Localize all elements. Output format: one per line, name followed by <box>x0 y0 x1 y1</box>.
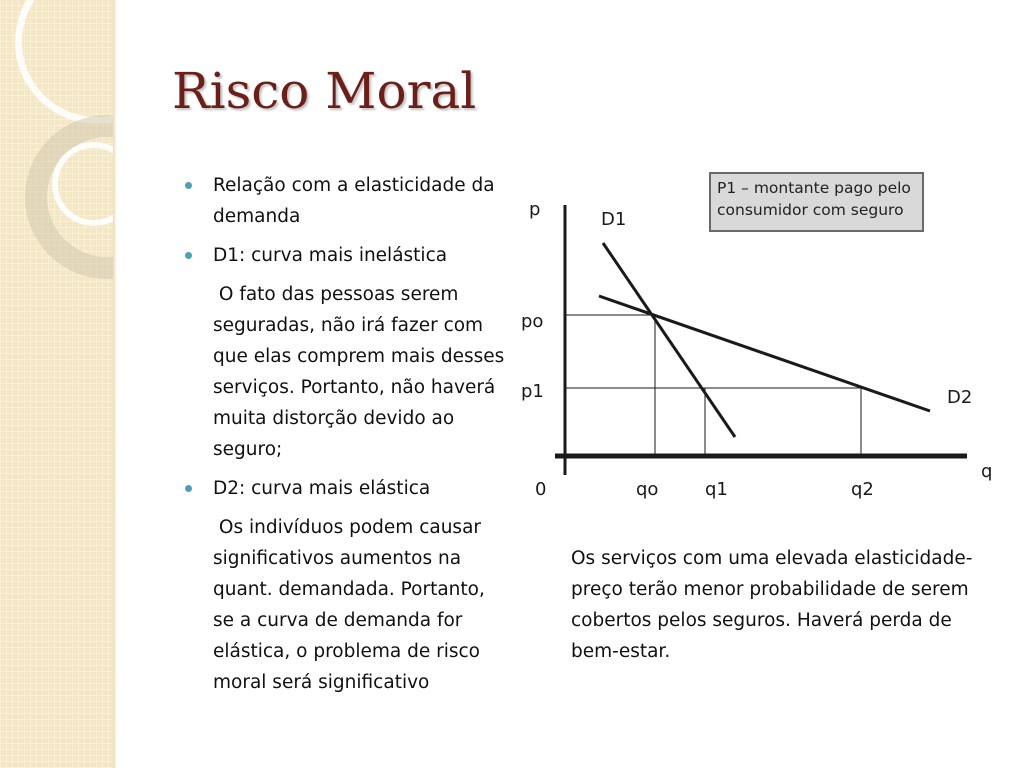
curve-label-d1: D1 <box>601 209 627 230</box>
bullet-dot-icon <box>185 252 192 259</box>
bullet-subparagraph: O fato das pessoas serem seguradas, não irá fazer com que elas comprem mais desses serviços. Portanto, não haverá muita distorção devido ao seguro; <box>213 284 511 460</box>
bullet-item <box>185 170 505 232</box>
bullet-text: D1: curva mais inelástica <box>213 245 448 266</box>
axis-x-label: q <box>981 461 993 482</box>
price-label-p1: p1 <box>521 381 544 402</box>
bullet-dot-icon <box>185 182 192 189</box>
quantity-label-q2: q2 <box>851 479 874 500</box>
bullet-text: Relação com a elasticidade da demanda <box>213 175 495 227</box>
supply-demand-diagram <box>515 185 1005 515</box>
diagram-caption: Os serviços com uma elevada elasticidade-preço terão menor probabilidade de serem cobertos pelos seguros. Haverá perda de bem-estar. <box>571 548 973 662</box>
side-panel-edge <box>113 0 117 768</box>
diagram-note-box: P1 – montante pago pelo consumidor com seguro <box>709 172 924 232</box>
origin-label: 0 <box>535 479 547 500</box>
curve-label-d2: D2 <box>947 387 973 408</box>
axis-y-label: p <box>529 199 541 220</box>
decorative-ring <box>15 0 113 124</box>
slide-title: Risco Moral <box>172 62 477 120</box>
demand-curve-d1 <box>603 243 735 437</box>
quantity-label-q1: q1 <box>705 479 728 500</box>
demand-curve-d2 <box>599 296 930 411</box>
price-label-po: po <box>521 311 544 332</box>
bullet-item <box>185 240 505 271</box>
bullet-list <box>185 170 511 698</box>
bullet-dot-icon <box>185 485 192 492</box>
quantity-label-qo: qo <box>636 479 659 500</box>
decorative-side-panel <box>0 0 113 768</box>
bullet-item <box>185 473 505 504</box>
bullet-text: D2: curva mais elástica <box>213 478 431 499</box>
bullet-subparagraph: Os indivíduos podem causar significativos aumentos na quant. demandada. Portanto, se a curva de demanda for elástica, o problema de risco moral será significativo <box>213 517 491 693</box>
